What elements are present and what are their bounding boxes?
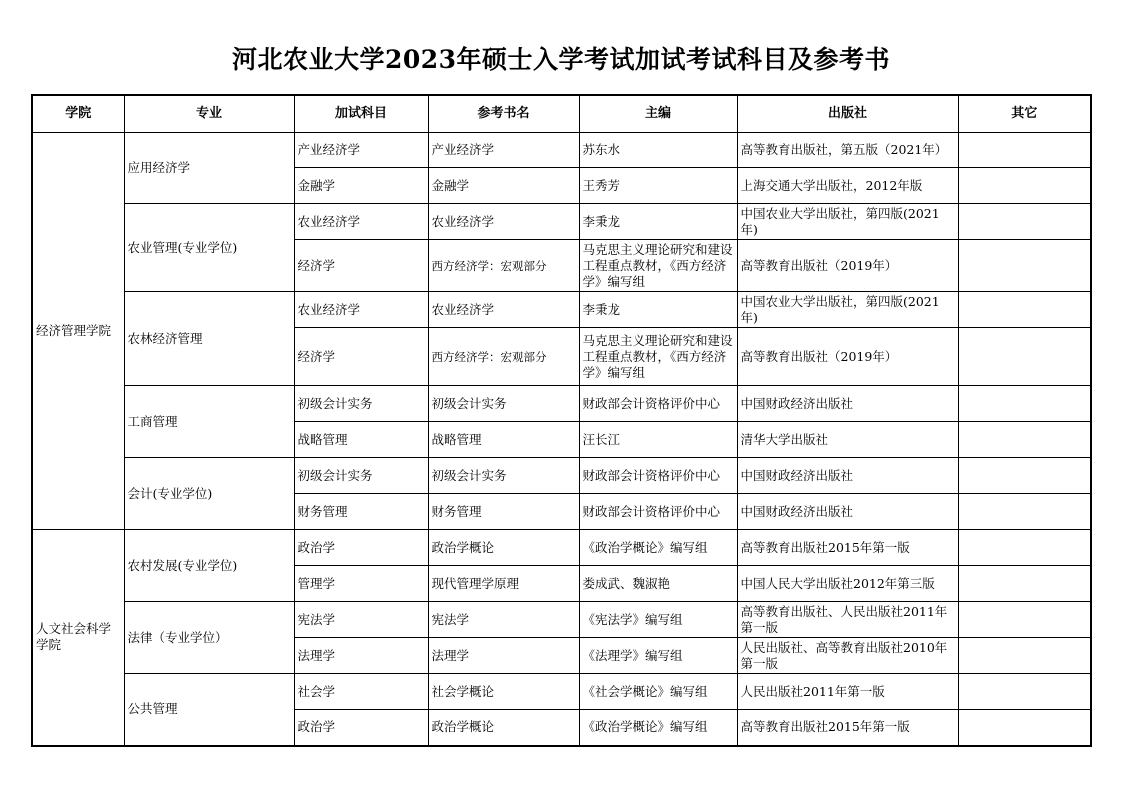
editor-cell: 《宪法学》编写组 <box>579 602 737 638</box>
book-cell: 现代管理学原理 <box>428 566 579 602</box>
other-cell <box>958 328 1091 386</box>
editor-cell: 马克思主义理论研究和建设工程重点教材，《西方经济学》编写组 <box>579 328 737 386</box>
other-cell <box>958 530 1091 566</box>
other-cell <box>958 710 1091 746</box>
publisher-cell: 高等教育出版社2015年第一版 <box>737 710 958 746</box>
major-cell: 法律（专业学位） <box>124 602 294 674</box>
publisher-cell: 上海交通大学出版社，2012年版 <box>737 168 958 204</box>
book-cell: 法理学 <box>428 638 579 674</box>
publisher-cell: 高等教育出版社、人民出版社2011年第一版 <box>737 602 958 638</box>
editor-cell: 苏东水 <box>579 133 737 168</box>
header-other: 其它 <box>958 95 1091 133</box>
other-cell <box>958 386 1091 422</box>
other-cell <box>958 494 1091 530</box>
major-cell: 会计(专业学位) <box>124 458 294 530</box>
publisher-cell: 高等教育出版社，第五版（2021年） <box>737 133 958 168</box>
table-row <box>32 292 1091 328</box>
header-book: 参考书名 <box>428 95 579 133</box>
book-cell: 财务管理 <box>428 494 579 530</box>
table-row <box>32 602 1091 638</box>
publisher-cell: 高等教育出版社2015年第一版 <box>737 530 958 566</box>
editor-cell: 财政部会计资格评价中心 <box>579 458 737 494</box>
major-cell: 农林经济管理 <box>124 292 294 386</box>
publisher-cell: 人民出版社2011年第一版 <box>737 674 958 710</box>
header-college: 学院 <box>32 95 124 133</box>
header-subject: 加试科目 <box>294 95 428 133</box>
subject-cell: 管理学 <box>294 566 428 602</box>
table-row <box>32 204 1091 240</box>
other-cell <box>958 566 1091 602</box>
editor-cell: 汪长江 <box>579 422 737 458</box>
college-cell: 人文社会科学学院 <box>32 530 124 746</box>
editor-cell: 李秉龙 <box>579 204 737 240</box>
other-cell <box>958 674 1091 710</box>
book-cell: 政治学概论 <box>428 530 579 566</box>
publisher-cell: 中国人民大学出版社2012年第三版 <box>737 566 958 602</box>
book-cell: 西方经济学：宏观部分 <box>428 328 579 386</box>
editor-cell: 马克思主义理论研究和建设工程重点教材，《西方经济学》编写组 <box>579 240 737 292</box>
subject-cell: 农业经济学 <box>294 204 428 240</box>
publisher-cell: 中国农业大学出版社，第四版(2021年) <box>737 204 958 240</box>
subject-cell: 产业经济学 <box>294 133 428 168</box>
header-major: 专业 <box>124 95 294 133</box>
publisher-cell: 高等教育出版社（2019年） <box>737 240 958 292</box>
page-title: 河北农业大学2023年硕士入学考试加试考试科目及参考书 <box>231 45 891 74</box>
editor-cell: 《政治学概论》编写组 <box>579 530 737 566</box>
editor-cell: 财政部会计资格评价中心 <box>579 494 737 530</box>
publisher-cell: 高等教育出版社（2019年） <box>737 328 958 386</box>
table-row <box>32 133 1091 168</box>
subject-cell: 法理学 <box>294 638 428 674</box>
subject-cell: 社会学 <box>294 674 428 710</box>
publisher-cell: 中国财政经济出版社 <box>737 458 958 494</box>
subject-cell: 财务管理 <box>294 494 428 530</box>
subject-cell: 政治学 <box>294 530 428 566</box>
table-row <box>32 458 1091 494</box>
subject-cell: 宪法学 <box>294 602 428 638</box>
header-row <box>32 95 1091 133</box>
other-cell <box>958 422 1091 458</box>
college-cell: 经济管理学院 <box>32 133 124 530</box>
editor-cell: 李秉龙 <box>579 292 737 328</box>
subject-cell: 金融学 <box>294 168 428 204</box>
book-cell: 社会学概论 <box>428 674 579 710</box>
table-row <box>32 674 1091 710</box>
book-cell: 金融学 <box>428 168 579 204</box>
other-cell <box>958 638 1091 674</box>
other-cell <box>958 458 1091 494</box>
book-cell: 西方经济学：宏观部分 <box>428 240 579 292</box>
table-row <box>32 386 1091 422</box>
other-cell <box>958 204 1091 240</box>
major-cell: 公共管理 <box>124 674 294 746</box>
book-cell: 初级会计实务 <box>428 458 579 494</box>
book-cell: 农业经济学 <box>428 204 579 240</box>
publisher-cell: 中国财政经济出版社 <box>737 494 958 530</box>
editor-cell: 娄成武、魏淑艳 <box>579 566 737 602</box>
publisher-cell: 中国财政经济出版社 <box>737 386 958 422</box>
subject-cell: 初级会计实务 <box>294 458 428 494</box>
book-cell: 产业经济学 <box>428 133 579 168</box>
book-cell: 初级会计实务 <box>428 386 579 422</box>
other-cell <box>958 133 1091 168</box>
subject-cell: 农业经济学 <box>294 292 428 328</box>
editor-cell: 财政部会计资格评价中心 <box>579 386 737 422</box>
editor-cell: 王秀芳 <box>579 168 737 204</box>
other-cell <box>958 292 1091 328</box>
book-cell: 战略管理 <box>428 422 579 458</box>
major-cell: 应用经济学 <box>124 133 294 204</box>
editor-cell: 《法理学》编写组 <box>579 638 737 674</box>
book-cell: 政治学概论 <box>428 710 579 746</box>
major-cell: 农业管理(专业学位) <box>124 204 294 292</box>
subject-cell: 战略管理 <box>294 422 428 458</box>
editor-cell: 《政治学概论》编写组 <box>579 710 737 746</box>
editor-cell: 《社会学概论》编写组 <box>579 674 737 710</box>
publisher-cell: 中国农业大学出版社，第四版(2021年) <box>737 292 958 328</box>
other-cell <box>958 240 1091 292</box>
book-cell: 宪法学 <box>428 602 579 638</box>
other-cell <box>958 168 1091 204</box>
subject-cell: 经济学 <box>294 328 428 386</box>
subject-cell: 初级会计实务 <box>294 386 428 422</box>
table-row <box>32 530 1091 566</box>
publisher-cell: 人民出版社、高等教育出版社2010年第一版 <box>737 638 958 674</box>
publisher-cell: 清华大学出版社 <box>737 422 958 458</box>
subject-cell: 经济学 <box>294 240 428 292</box>
book-cell: 农业经济学 <box>428 292 579 328</box>
major-cell: 农村发展(专业学位) <box>124 530 294 602</box>
header-publisher: 出版社 <box>737 95 958 133</box>
major-cell: 工商管理 <box>124 386 294 458</box>
header-editor: 主编 <box>579 95 737 133</box>
other-cell <box>958 602 1091 638</box>
subject-cell: 政治学 <box>294 710 428 746</box>
exam-table <box>31 94 1092 747</box>
